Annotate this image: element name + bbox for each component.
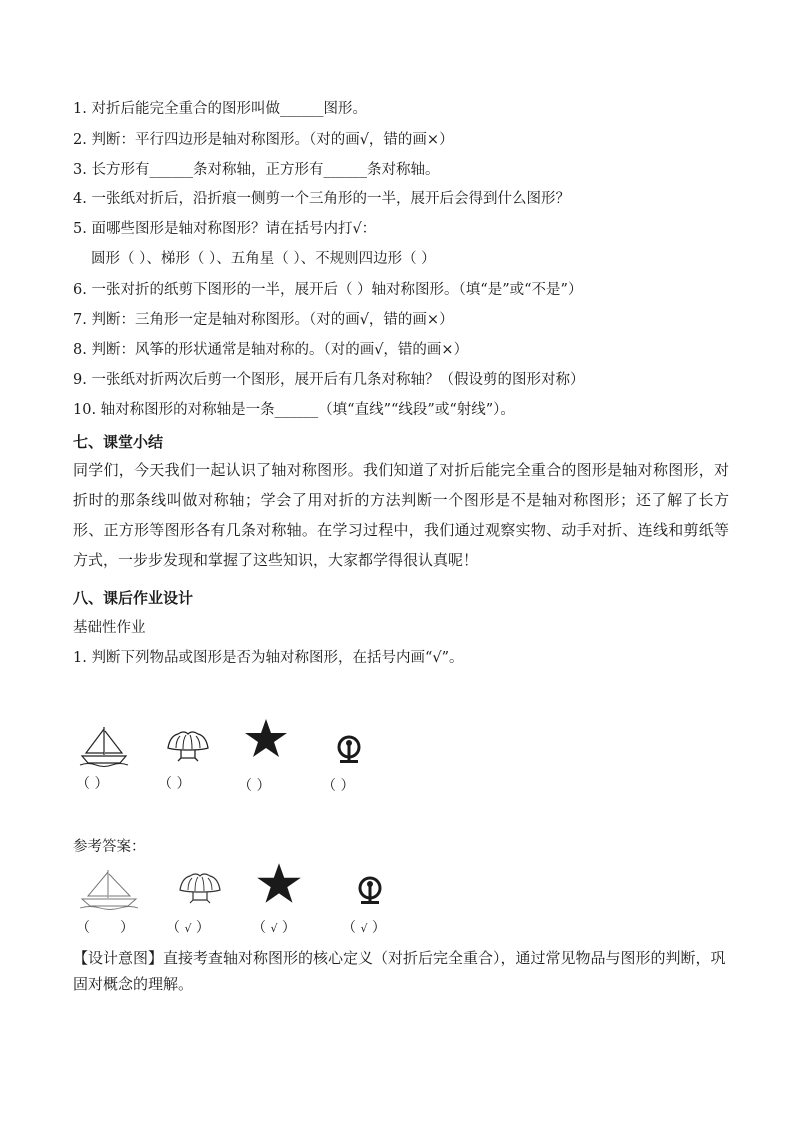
- sailboat-icon: [78, 868, 140, 910]
- shell-icon: [164, 730, 212, 764]
- answer-key-paren-3: （ √ ）: [252, 920, 296, 936]
- sailboat-icon: [78, 725, 130, 767]
- question-9: 9. 一张纸对折两次后剪一个图形，展开后有几条对称轴？（假设剪的图形对称）: [73, 372, 585, 388]
- railway-logo-icon: [355, 876, 385, 908]
- answer-checkmark: √: [270, 922, 278, 935]
- design-intent: 【设计意图】直接考查轴对称图形的核心定义（对折后完全重合），通过常见物品与图形的判断，巩固对概念的理解。: [73, 949, 726, 993]
- shell-icon: [176, 872, 224, 906]
- answer-paren-3: （ ）: [238, 778, 271, 794]
- question-10: 10. 轴对称图形的对称轴是一条______（填“直线”“线段”或“射线”）。: [73, 402, 515, 418]
- answer-paren-2: （ ）: [158, 776, 191, 792]
- answer-label: 参考答案：: [73, 839, 146, 855]
- question-2: 2. 判断：平行四边形是轴对称图形。（对的画√，错的画×）: [73, 132, 454, 148]
- section-8-subheading: 基础性作业: [73, 620, 146, 636]
- answer-key-paren-1: （ ）: [76, 920, 134, 936]
- question-7: 7. 判断：三角形一定是轴对称图形。（对的画√，错的画×）: [73, 312, 454, 328]
- answer-paren-4: （ ）: [322, 778, 355, 794]
- question-4: 4. 一张纸对折后，沿折痕一侧剪一个三角形的一半，展开后会得到什么图形？: [73, 191, 570, 207]
- section-7-summary: 同学们，今天我们一起认识了轴对称图形。我们知道了对折后能完全重合的图形是轴对称图形，对折时的那条线叫做对称轴；学会了用对折的方法判断一个图形是不是轴对称图形；还了解了长方形、正方形等图形各有几条对称轴。在学习过程中，我们通过观察实物、动手对折、连线和剪纸等方式，一步步发现和掌握了这些知识，大家都学得很认真呢！: [73, 461, 729, 569]
- question-1: 1. 对折后能完全重合的图形叫做______图形。: [73, 101, 367, 117]
- question-8: 8. 判断：风筝的形状通常是轴对称的。（对的画√，错的画×）: [73, 342, 469, 358]
- answer-checkmark: √: [360, 922, 368, 935]
- star-icon: [240, 718, 292, 758]
- answer-key-paren-4: （ √ ）: [342, 920, 386, 936]
- question-5-options: 圆形（ ）、梯形（ ）、五角星（ ）、不规则四边形（ ）: [91, 251, 436, 267]
- answer-checkmark: √: [184, 922, 192, 935]
- question-6: 6. 一张对折的纸剪下图形的一半，展开后（ ）轴对称图形。（填“是”或“不是”）: [73, 282, 583, 298]
- homework-question-1: 1. 判断下列物品或图形是否为轴对称图形，在括号内画“√”。: [73, 650, 464, 666]
- answer-key-paren-2: （ √ ）: [166, 920, 210, 936]
- section-7-heading: 七、课堂小结: [73, 433, 164, 451]
- question-3: 3. 长方形有______条对称轴，正方形有______条对称轴。: [73, 162, 440, 178]
- star-icon: [252, 862, 306, 904]
- railway-logo-icon: [334, 735, 364, 767]
- section-8-heading: 八、课后作业设计: [73, 589, 194, 607]
- question-5: 5. 面哪些图形是轴对称图形？请在括号内打√：: [73, 221, 377, 237]
- answer-paren-1: （ ）: [76, 776, 109, 792]
